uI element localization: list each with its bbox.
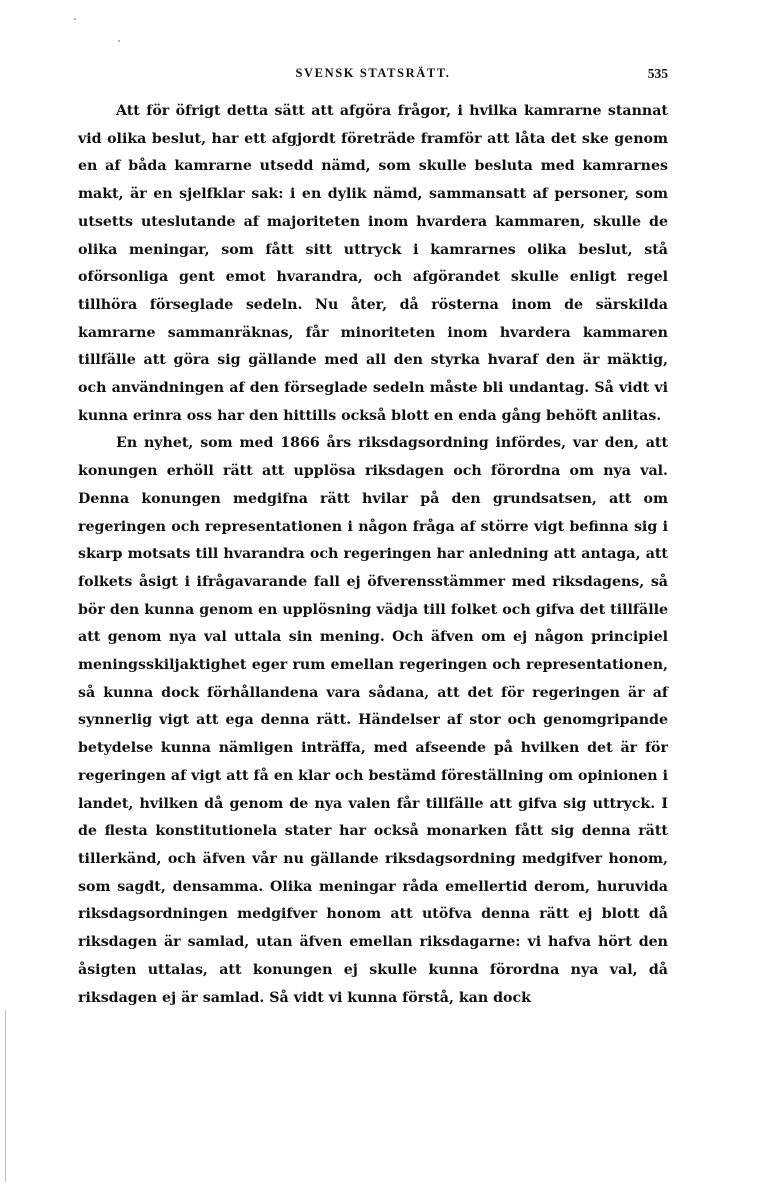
scan-speck xyxy=(118,40,120,42)
paragraph-2: En nyhet, som med 1866 års riksdagsordning infördes, var den, att konungen erhöll rätt att upplösa riksdagen och förordna om nya val. Denna konungen medgifna rätt hvilar på den grundsatsen, att om regeringen och representationen i någon fråga af större vigt befinna sig i skarp motsats till hvarandra och regeringen har anledning att antaga, att folkets åsigt i ifrågavarande fall ej öfverensstämmer med riksdagens, så bör den kunna genom en upplösning vädja till folket och gifva det tillfälle att genom nya val uttala sin mening. Och äfven om ej någon principiel meningsskiljaktighet eger rum emellan regeringen och representationen, så kunna dock förhållandena vara sådana, att det för regeringen är af synnerlig vigt att ega denna rätt. Händelser af stor och genomgripande betydelse kunna nämligen inträffa, med afseende på hvilken det är för regeringen af vigt att få en klar och bestämd föreställning om opinionen i landet, hvilken då genom de nya valen får tillfälle att gifva sig uttryck. I de flesta konstitutionela stater har också monarken fått sig denna rätt tillerkänd, och äfven vår nu gällande riksdagsordning medgifver honom, som sagdt, densamma. Olika meningar råda emellertid derom, huruvida riksdagsordningen medgifver honom att utöfva denna rätt ej blott då riksdagen är samlad, utan äfven emellan riksdagarne: vi hafva hört den åsigten uttalas, att konungen ej skulle kunna förordna nya val, då riksdagen ej är samlad. Så vidt vi kunna förstå, kan dock xyxy=(78,435,668,1006)
paragraph-1: Att för öfrigt detta sätt att afgöra frågor, i hvilka kamrarne stannat vid olika beslut, har ett afgjordt företräde framför att låta det ske genom en af båda kamrarne utsedd nämd, som skulle besluta med kamrarnes makt, är en sjelfklar sak: i en dylik nämd, sammansatt af personer, som utsetts uteslutande af majoriteten inom hvardera kammaren, skulle de olika meningar, som fått sitt uttryck i kamrarnes olika beslut, stå oförsonliga gent emot hvarandra, och afgörandet skulle enligt regel tillhöra förseglade sedeln. Nu åter, då rösterna inom de särskilda kamrarne sammanräknas, får minoriteten inom hvardera kammaren tillfälle att göra sig gällande med all den styrka hvaraf den är mäktig, och användningen af den förseglade sedeln måste bli undantag. Så vidt vi kunna erinra oss har den hittills också blott en enda gång behöft anlitas. xyxy=(78,103,668,424)
page-number: 535 xyxy=(647,66,668,81)
page-header xyxy=(78,66,668,86)
scan-edge-line xyxy=(5,1010,6,1182)
running-head: SVENSK STATSRÄTT. xyxy=(295,66,451,80)
scan-speck xyxy=(74,18,76,20)
body-text xyxy=(78,98,668,1012)
